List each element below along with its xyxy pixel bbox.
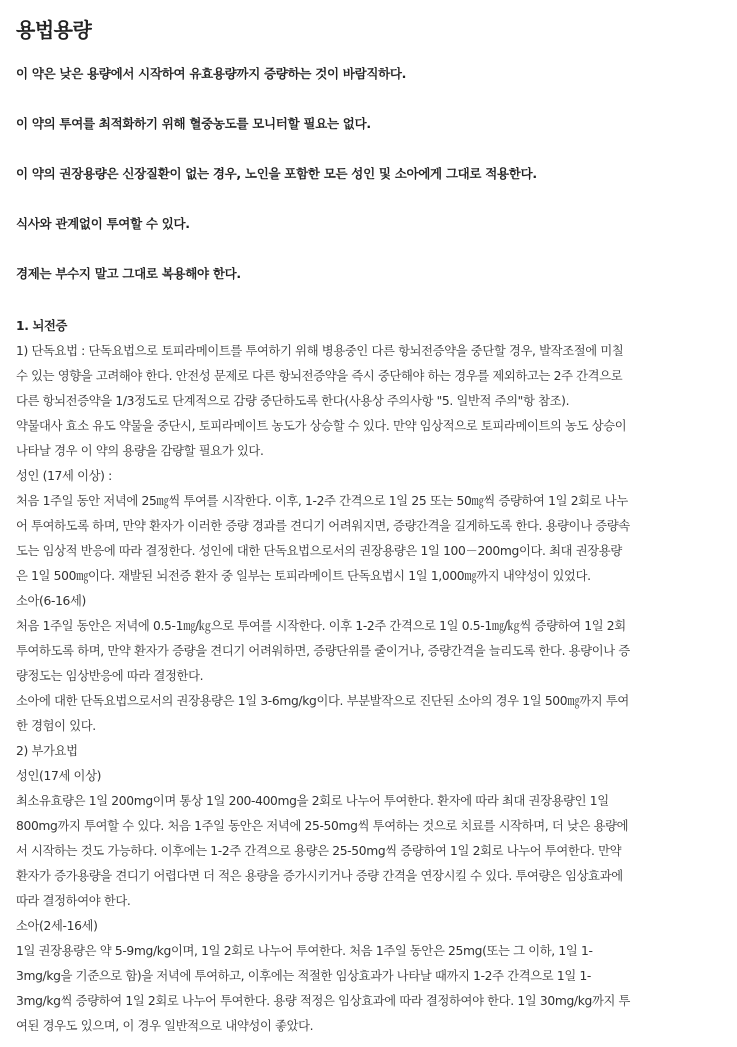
section-text-line: 투여하도록 하며, 만약 환자가 증량을 견디기 어려워하면, 증량단위를 줄이거나, 증량간격을 늘리도록 한다. 용량이나 증 <box>16 644 630 658</box>
section-text-line: 환자가 증가용량을 견디기 어렵다면 더 적은 용량을 증가시키거나 증량 간격을 연장시킬 수 있다. 투여량은 임상효과에 <box>16 869 623 883</box>
section-text-line: 1일 권장용량은 약 5-9mg/kg이며, 1일 2회로 나누어 투여한다. 처음 1주일 동안은 25mg(또는 그 이하, 1일 1- <box>16 944 593 958</box>
epilepsy-section <box>16 314 719 1039</box>
section-text-line: 은 1일 500㎎이다. 재발된 뇌전증 환자 중 일부는 토피라메이트 단독요법시 1일 1,000㎎까지 내약성이 있었다. <box>16 569 591 583</box>
section-text-line: 소아(2세-16세) <box>16 919 98 933</box>
section-text-line: 다른 항뇌전증약을 1/3정도로 단계적으로 감량 중단하도록 한다(사용상 주의사항 "5. 일반적 주의"항 참조). <box>16 394 570 408</box>
section-text-line: 수 있는 영향을 고려해야 한다. 안전성 문제로 다른 항뇌전증약을 즉시 중단해야 하는 경우를 제외하고는 2주 간격으로 <box>16 369 623 383</box>
section-text-line: 따라 결정하여야 한다. <box>16 894 131 908</box>
section-text-line: 처음 1주일 동안은 저녁에 0.5-1㎎/㎏으로 투여를 시작한다. 이후 1-2주 간격으로 1일 0.5-1㎎/㎏씩 증량하여 1일 2회 <box>16 619 626 633</box>
section-text-line: 나타날 경우 이 약의 용량을 감량할 필요가 있다. <box>16 444 264 458</box>
section-text-line: 성인(17세 이상) <box>16 769 102 783</box>
section-text-line: 어 투여하도록 하며, 만약 환자가 이러한 증량 경과를 견디기 어려워지면, 증량간격을 길게하도록 한다. 용량이나 증량속 <box>16 519 630 533</box>
section-text-line: 서 시작하는 것도 가능하다. 이후에는 1-2주 간격으로 용량은 25-50mg씩 증량하여 1일 2회로 나누어 투여한다. 만약 <box>16 844 622 858</box>
section-text-line: 약물대사 효소 유도 약물을 중단시, 토피라메이트 농도가 상승할 수 있다. 만약 임상적으로 토피라메이트의 농도 상승이 <box>16 419 627 433</box>
section-text-line: 3mg/kg씩 증량하여 1일 2회로 나누어 투여한다. 용량 적정은 임상효과에 따라 결정하여야 한다. 1일 30mg/kg까지 투 <box>16 994 631 1008</box>
section-text-line: 소아(6-16세) <box>16 594 86 608</box>
page-title: 용법용량 <box>16 18 92 42</box>
section-text-line: 량정도는 임상반응에 따라 결정한다. <box>16 669 204 683</box>
intro-paragraph-1: 이 약은 낮은 용량에서 시작하여 유효용량까지 증량하는 것이 바람직하다. <box>16 66 407 81</box>
section-text-line: 3mg/kg을 기준으로 함)을 저녁에 투여하고, 이후에는 적절한 임상효과가 나타날 때까지 1-2주 간격으로 1일 1- <box>16 969 592 983</box>
section-text-line: 1) 단독요법 : 단독요법으로 토피라메이트를 투여하기 위해 병용중인 다른 항뇌전증약을 중단할 경우, 발작조절에 미칠 <box>16 344 624 358</box>
section-text-line: 800mg까지 투여할 수 있다. 처음 1주일 동안은 저녁에 25-50mg씩 투여하는 것으로 치료를 시작하며, 더 낮은 용량에 <box>16 819 629 833</box>
section-text-line: 도는 임상적 반응에 따라 결정한다. 성인에 대한 단독요법으로서의 권장용량은 1일 100－200mg이다. 최대 권장용량 <box>16 544 622 558</box>
section-text-line: 여된 경우도 있으며, 이 경우 일반적으로 내약성이 좋았다. <box>16 1019 314 1033</box>
section-text-line: 소아에 대한 단독요법으로서의 권장용량은 1일 3-6mg/kg이다. 부분발작으로 진단된 소아의 경우 1일 500㎎까지 투여 <box>16 694 629 708</box>
intro-paragraph-5: 경제는 부수지 말고 그대로 복용해야 한다. <box>16 266 241 281</box>
intro-paragraph-2: 이 약의 투여를 최적화하기 위해 혈중농도를 모니터할 필요는 없다. <box>16 116 371 131</box>
section-heading: 1. 뇌전증 <box>16 319 68 333</box>
section-text-line: 2) 부가요법 <box>16 744 78 758</box>
section-text-line: 한 경험이 있다. <box>16 719 96 733</box>
section-text-line: 성인 (17세 이상) : <box>16 469 112 483</box>
intro-paragraph-3: 이 약의 권장용량은 신장질환이 없는 경우, 노인을 포함한 모든 성인 및 소아에게 그대로 적용한다. <box>16 166 537 181</box>
section-text-line: 최소유효량은 1일 200mg이며 통상 1일 200-400mg을 2회로 나누어 투여한다. 환자에 따라 최대 권장용량인 1일 <box>16 794 609 808</box>
intro-paragraph-4: 식사와 관계없이 투여할 수 있다. <box>16 216 190 231</box>
section-text-line: 처음 1주일 동안 저녁에 25㎎씩 투여를 시작한다. 이후, 1-2주 간격으로 1일 25 또는 50㎎씩 증량하여 1일 2회로 나누 <box>16 494 628 508</box>
